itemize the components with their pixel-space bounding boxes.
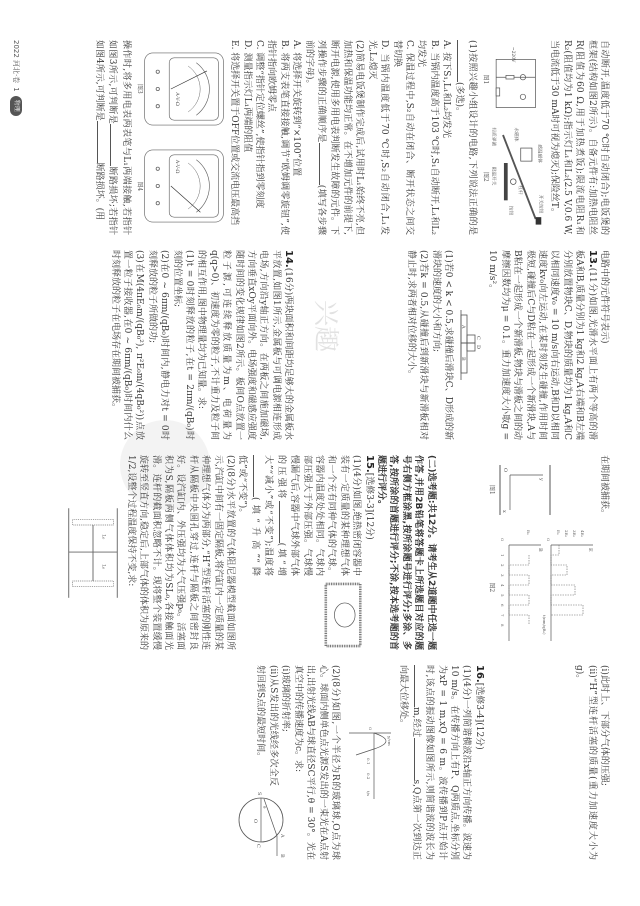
question-15-part-1-block: [236, 455, 362, 650]
svg-text:0.2: 0.2: [365, 772, 371, 779]
svg-text:y: y: [537, 477, 544, 481]
svg-text:D: D: [474, 345, 481, 350]
column-4: [231, 665, 610, 860]
svg-text:3E₀: 3E₀: [571, 530, 577, 538]
svg-text:杠杆: 杠杆: [516, 185, 522, 195]
question-14-part-1: (1)t = 0时刻释放的粒子,在t = 2πm/(qB₀)时刻的位置坐标;: [171, 250, 195, 440]
question-12-judgement: 操作时,将多用电表两表笔与L₁两端接触,若指针如图3所示,可判断是断路损坏;若指针如图4所示,可判断是断路损坏。(用: [94, 40, 131, 235]
time-tick-label: 7: [499, 614, 505, 617]
multimeter-figure-3: [135, 51, 225, 127]
svg-text:A-V-Ω: A-V-Ω: [173, 160, 180, 174]
question-16-sub-block: [231, 665, 291, 860]
power-source-label: ~220V: [510, 47, 516, 63]
svg-text:C: C: [255, 844, 262, 848]
question-15-sub-i: (i)此时上、下部分气体的压强;: [599, 665, 609, 786]
column-3: [62, 455, 610, 650]
previous-question-tail: 电路中的元件符号表示): [599, 250, 609, 344]
svg-text:O: O: [252, 819, 259, 824]
option-a: A. 按下S₁,L₁和L₂均发光: [441, 40, 452, 139]
question-12-continued: 自动断开,温度低于70 ℃时自动闭合);电饭煲的框架(结构如图2所示)。自备元件有:加热电阻丝R(阻值为60 Ω,用于加热煮饭);限流电阻R₁和R₂(阻值均为1 kΩ);指示灯L₁和L₂(2.5 V,0.6 W,当电流低于30 mA时可视为熄灭);保险丝T。: [549, 40, 609, 235]
time-tick-label: 3: [499, 574, 505, 577]
svg-text:O: O: [499, 538, 505, 542]
column-1: [10, 40, 610, 235]
multimeter-figure-4: [135, 148, 225, 224]
svg-text:O: O: [545, 538, 551, 542]
question-16-part-1: (1)(4分)一列简谐横波沿x轴正方向传播。波速为10 m/s。在传播方向上有P、Q两质点,坐标分别为xP = 1 m,xQ = 6 m。波传播到P点开始计时,该点的振动图像如图所示,则简谐波的波长为m,经过s,Q点第一次到达正向最大位移处。: [398, 665, 472, 860]
page-footer: [10, 40, 26, 235]
glass-sphere-figure: [231, 790, 291, 860]
svg-text:y/cm: y/cm: [386, 735, 392, 746]
question-14-part-3: (3)在M(4πE₀m/(qB₀²), π²E₀m/(4qB₀²))点放置一粒子接收器,在0 ~ 6πm/(qB₀)时间内什么时刻释放的粒子在电场存在期间被捕获。: [109, 250, 145, 440]
vibration-graph: [344, 665, 394, 860]
svg-text:开关按钮: 开关按钮: [537, 194, 543, 214]
time-tick-label: 1: [499, 554, 505, 557]
question-12-part-1: (1)按照兴趣小组设计的电路,下列说法正确的是(多选)。: [453, 40, 477, 235]
time-tick-label: 2: [499, 564, 505, 567]
svg-text:O: O: [501, 467, 508, 472]
figure-2-caption: 图2: [481, 171, 489, 182]
svg-text:x: x: [500, 509, 507, 513]
svg-text:S: S: [256, 792, 263, 796]
svg-text:E: E: [586, 548, 593, 552]
svg-text:按钮: 按钮: [507, 205, 513, 216]
svg-text:0.1: 0.1: [365, 757, 371, 764]
balloon-container-figure: [312, 580, 362, 650]
svg-text:限温开关: 限温开关: [490, 166, 496, 186]
circuit-figure-1: [481, 43, 539, 115]
question-15-sub-ii: (ii)“H”型连杆活塞的质量(重力加速度大小为g)。: [574, 665, 597, 860]
question-12-part-2: (2)简易电饭煲制作完成后,试用时L₁始终不亮,但加热和保温功能均正常。在不增加元件的前提下,断开电源,使用多用电表判断发生故障的元件。下列操作步骤的正确顺序是(填写各步骤前的字母)。: [303, 40, 365, 235]
field-time-figure-2: E 4E₀ 3E₀ 2E₀ E₀ O B B₀ O 1 2 3 4 5 6 7 8 t(πm/qB₀) 图2: [487, 530, 593, 635]
question-15-part-2: (2)(8分)水平放置的气体阻尼器模型截面如图所示,汽缸中间有一固定隔板,将汽缸内一定质量的某种理想气体分为两部分,“H”型连杆活塞的刚性连杆从隔板中央圆孔穿过,连杆与隔板之间密封良好。设汽缸内、外压强均为大气压强p₀。活塞面积为S,隔板两侧气体体积均为SL₀,各接触面光滑。连杆的截面积忽略不计。现将整个装置缓慢旋转至竖直方向,稳定后,上部气体的体积为原来的1/2,设整个过程温度保持不变,求:: [125, 455, 236, 650]
question-13-part-2: (2)若k = 0.5,从碰撞后到新滑块与新滑板相对静止时,求两者相对位移的大小。: [405, 250, 429, 440]
page-number: 1: [12, 87, 21, 92]
question-13-part-1: (1)若0 < k < 0.5,求碰撞后滑块C、D形成的新滑块的速度的大小和方向;: [430, 250, 453, 440]
figure-4-caption: 图4: [135, 181, 143, 192]
question-16-part-2: (2)(8分)如图,一个半径为R的玻璃球,O点为球心。球面内侧单色点光源S发出的一束光在A点射出,出射光线AB与球直径SC平行,θ = 30°。光在真空中的传播速度为c。求:: [292, 665, 340, 860]
svg-text:A-V-Ω: A-V-Ω: [173, 92, 180, 106]
option-c: C. 保温过程中,S₂自动在闭合、断开状态之间交替切换: [391, 40, 414, 235]
svg-text:轻质弹簧: 轻质弹簧: [490, 127, 496, 146]
svg-text:B: B: [279, 854, 286, 858]
time-tick-label: 5: [499, 594, 505, 597]
question-14-part-2: (2)在0 ~ 6πm/(qB₀)时间内,静电力对t = 0时刻释放的粒子所做的功;: [146, 250, 170, 440]
svg-text:B: B: [459, 357, 466, 361]
svg-text:感温磁体: 感温磁体: [536, 144, 542, 163]
step-c: C. 调整“指针定位螺丝”,使指针指到零刻度: [254, 40, 265, 209]
answer-blank: [457, 40, 466, 82]
time-tick-label: 4: [499, 584, 505, 587]
svg-text:A: A: [459, 325, 466, 329]
svg-text:θ: θ: [262, 806, 268, 809]
svg-text:E₀: E₀: [555, 530, 561, 535]
gas-damper-figure: [65, 455, 121, 650]
step-b: B. 将两支表笔直接接触,调节“欧姆调零旋钮”,使指针指向欧姆零点: [266, 40, 289, 235]
question-16-sub-ii: (ii)从S发出的光线经多次全反射回到S点的最短时间。: [255, 665, 278, 786]
column-2: [108, 250, 610, 440]
svg-text:B: B: [536, 548, 543, 552]
svg-text:永磁体: 永磁体: [513, 127, 519, 142]
time-tick-label: 6: [499, 604, 505, 607]
elective-instructions: (二)选考题:共12分。请考生从2道题中任选一题作答,并用2B铅笔将答题卡上所选题目对应的题号右侧方框涂黑,按所涂题号进行评分;多涂、多答,按所涂的首题进行评分;不涂,按本选考题的首题进行评分。: [375, 455, 436, 650]
svg-text:C: C: [474, 336, 481, 340]
option-d: D. 当锅内温度低于70 ℃时,S₂自动闭合,L₁发光,L₂熄灭: [366, 40, 390, 235]
question-14-tail: 在期间被捕获。: [599, 455, 609, 519]
multimeter-figures: [135, 40, 225, 235]
figure-1-caption: 图1: [481, 74, 489, 85]
svg-text:A: A: [279, 834, 286, 838]
watermark-text: 兴趣: [310, 300, 340, 353]
step-a: A. 将选择开关旋转到“×100”位置: [291, 40, 302, 177]
question-16-sub-i: (i)玻璃的折射率;: [280, 665, 291, 732]
answer-blank: [319, 143, 328, 185]
field-figure-1: y O x 图1: [487, 467, 544, 513]
question-15-heading: 15.[选修3-3](12分): [363, 455, 375, 540]
svg-text:2E₀: 2E₀: [563, 530, 569, 538]
figure-3-caption: 图3: [135, 83, 143, 94]
svg-text:O: O: [367, 726, 373, 730]
step-e: E. 将选择开关置于OFF位置或交流电压最高挡: [229, 40, 240, 226]
time-tick-label: 8: [499, 624, 505, 627]
question-13-figure: [457, 250, 483, 440]
svg-text:t(πm/qB₀): t(πm/qB₀): [541, 615, 547, 635]
option-b: B. 当锅内温度高于103 ℃时,S₁自动断开,L₁和L₂均发光: [416, 40, 439, 235]
exam-title: 2022 河北·卷: [12, 40, 21, 84]
subject-badge: 物理: [10, 96, 22, 116]
question-14-figures: [487, 455, 595, 650]
figure-row-q12: [481, 40, 545, 235]
step-d: D. 测量指示灯L₁两端的阻值: [241, 40, 252, 153]
svg-text:L₀: L₀: [100, 563, 106, 569]
svg-text:L₀: L₀: [100, 533, 106, 539]
question-13: 13.(11分)如图,光滑水平面上有两个等高的滑板A和B,质量分别为1 kg和2 kg,A右端和B左端分别放置物块C、D,物块的质量均为1 kg,A和C以相同速度v₀ = 10 m/s向右运动,B和D以相同速度kv₀向左运动,在某时刻发生碰撞,作用时间极短,碰撞后C与D粘在一起形成一个新滑块,A与B粘在一起形成一个新滑板,物块与滑板之间的动摩擦因数均为μ = 0.1。重力加速度大小取g = 10 m/s²。: [487, 250, 598, 440]
svg-text:B₀: B₀: [525, 530, 531, 535]
question-15-part-1: (1)(4分)如图,绝热密闭容器中装有一定质量的某种理想气体和一个充有同种气体的气球。容器内温度处处相同。气球内部压强大于外部压强。气球慢慢漏气后,容器中气球外部气体的压强将(填“增大”“减小”或“不变”);温度将(填“升高”“降低”或“不变”)。: [237, 455, 362, 576]
svg-text:4E₀: 4E₀: [579, 530, 585, 538]
rice-cooker-structure-figure-2: [481, 122, 545, 232]
question-16-heading: 16.[选修3-4](12分): [473, 665, 485, 750]
svg-text:t/s: t/s: [365, 790, 371, 796]
question-14: 14.(16分)两块面积和间距均足够大的金属板水平放置,如图1所示,金属板与可调电源相连形成电场,方向沿y轴正方向。在两板之间施加磁场,方向垂直xOy平面向外。电场强度和磁感应强度随时间的变化规律如图2所示。板间O点放置一粒子源,可连续释放质量为m、电荷量为q(q>0)、初速度为零的粒子,不计重力及粒子间的相互作用,图中物理量均为已知量。求:: [196, 250, 295, 440]
